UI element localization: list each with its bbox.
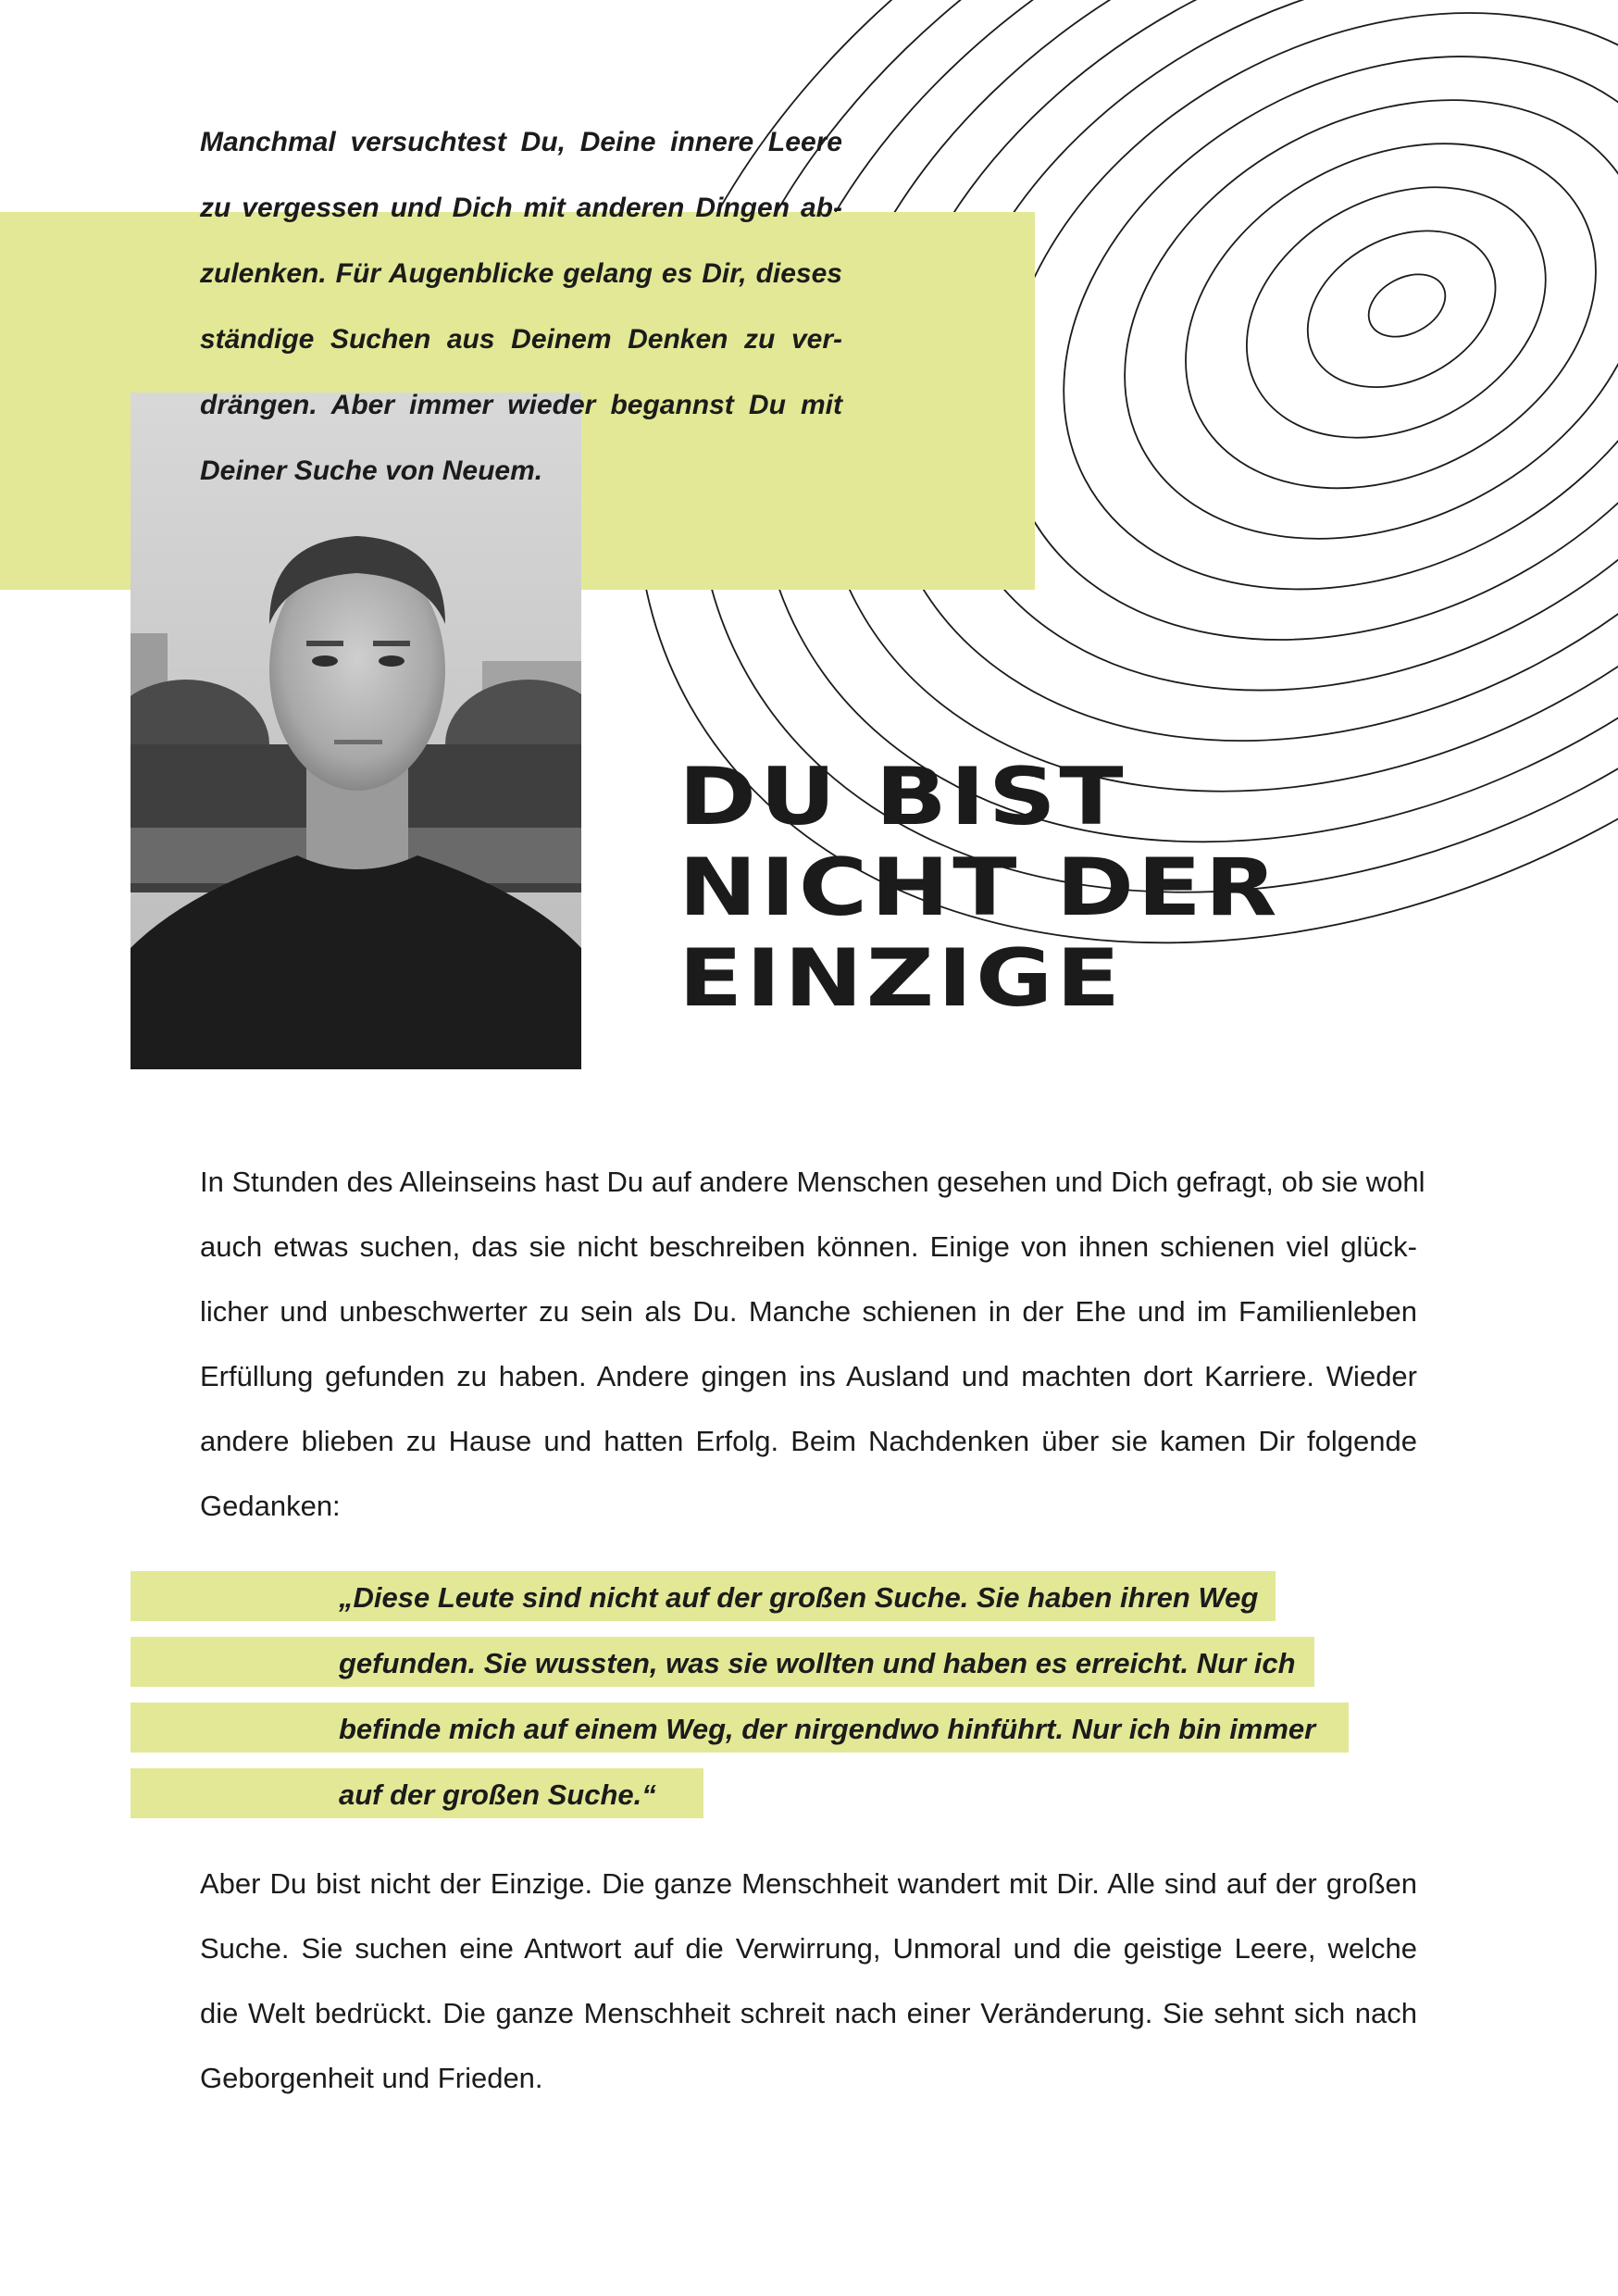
body-line: Aber Du bist nicht der Einzige. Die ganze Menschheit wandert mit Dir. Alle sind auf der großen [200,1867,1417,1900]
ring-line [1126,75,1618,556]
intro-line: ständige Suchen aus Deinem Denken zu ver- [200,324,842,355]
title-line: EINZIGE [678,932,1124,1025]
body-line: licher und unbeschwerter zu sein als Du. Manche schienen in der Ehe und im Familienleben [200,1295,1417,1328]
body-line: Erfüllung gefunden zu haben. Andere gingen ins Ausland und machten dort Karriere. Wieder [200,1360,1417,1392]
body-line: Gedanken: [200,1490,341,1522]
page-title [678,752,1280,1024]
ring-line [971,0,1618,695]
pull-quote [339,1565,1315,1828]
intro-line: drängen. Aber immer wieder begannst Du mit [200,390,842,420]
quote-line: „Diese Leute sind nicht auf der großen Suche. Sie haben ihren Weg [339,1581,1259,1614]
title-line: DU BIST [678,751,1127,843]
quote-line: auf der großen Suche.“ [339,1778,656,1811]
intro-paragraph [200,109,842,504]
body-line: In Stunden des Alleinseins hast Du auf andere Menschen gesehen und Dich gefragt, ob sie wohl [200,1166,1425,1198]
body-line: die Welt bedrückt. Die ganze Menschheit schreit nach einer Veränderung. Sie sehnt sich nach [200,1997,1417,2029]
title-line: NICHT DER [678,842,1281,934]
body-line: auch etwas suchen, das sie nicht beschreiben können. Einige von ihnen schienen viel glück- [200,1230,1417,1263]
intro-line: Manchmal versuchtest Du, Deine innere Leere [200,127,842,157]
body-line: Suche. Sie suchen eine Antwort auf die Verwirrung, Unmoral und die geistige Leere, welche [200,1932,1417,1965]
intro-line: Deiner Suche von Neuem. [200,455,543,486]
ring-line [1358,262,1456,349]
body-line: Geborgenheit und Frieden. [200,2062,543,2094]
ring-line [1203,137,1589,487]
quote-line: gefunden. Sie wussten, was sie wollten und haben es erreicht. Nur ich [339,1647,1296,1679]
ring-line [1048,13,1618,626]
ring-line [1280,200,1523,418]
quote-line: befinde mich auf einem Weg, der nirgendwo hinführt. Nur ich bin immer [339,1713,1316,1745]
body-paragraph-2 [200,1852,1417,2111]
body-line: andere blieben zu Hause und hatten Erfolg. Beim Nachdenken über sie kamen Dir folgende [200,1425,1417,1457]
intro-line: zulenken. Für Augenblicke gelang es Dir, dieses [200,258,842,289]
intro-line: zu vergessen und Dich mit anderen Dingen ab- [200,193,842,223]
body-paragraph-1 [200,1150,1425,1539]
